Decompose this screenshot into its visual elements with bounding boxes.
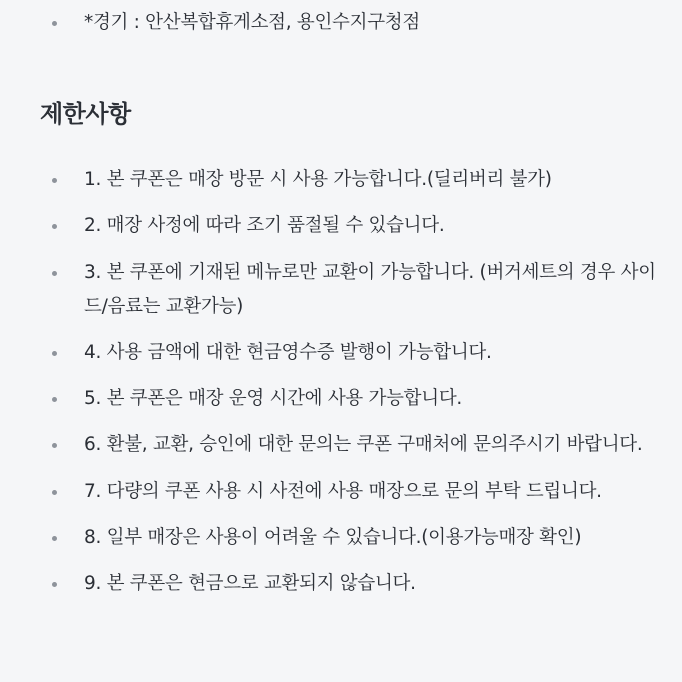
- restriction-item: [0, 163, 682, 197]
- restriction-item: [0, 382, 682, 416]
- bullet-icon: [52, 397, 57, 402]
- restriction-text: 3. 본 쿠폰에 기재된 메뉴로만 교환이 가능합니다. (버거세트의 경우 사이드/음료는 교환가능): [84, 261, 656, 317]
- restriction-item: [0, 567, 682, 601]
- bullet-icon: [52, 351, 57, 356]
- store-list-text: *경기 : 안산복합휴게소점, 용인수지구청점: [84, 12, 420, 33]
- restriction-item: [0, 521, 682, 555]
- restriction-text: 5. 본 쿠폰은 매장 운영 시간에 사용 가능합니다.: [84, 388, 462, 410]
- restriction-text: 6. 환불, 교환, 승인에 대한 문의는 쿠폰 구매처에 문의주시기 바랍니다.: [84, 434, 643, 456]
- restriction-item: [0, 475, 682, 509]
- restriction-text: 4. 사용 금액에 대한 현금영수증 발행이 가능합니다.: [84, 341, 492, 363]
- bullet-icon: [52, 536, 57, 541]
- restriction-text: 7. 다량의 쿠폰 사용 시 사전에 사용 매장으로 문의 부탁 드립니다.: [84, 480, 602, 502]
- restrictions-list: [0, 163, 682, 614]
- restriction-item: [0, 428, 682, 462]
- store-list-item: [0, 6, 682, 40]
- restriction-item: [0, 209, 682, 243]
- bullet-icon: [52, 21, 57, 26]
- restriction-text: 2. 매장 사정에 따라 조기 품절될 수 있습니다.: [84, 215, 445, 237]
- restriction-text: 8. 일부 매장은 사용이 어려울 수 있습니다.(이용가능매장 확인): [84, 527, 582, 549]
- bullet-icon: [52, 443, 57, 448]
- bullet-icon: [52, 178, 57, 183]
- bullet-icon: [52, 224, 57, 229]
- bullet-icon: [52, 271, 57, 276]
- section-heading: 제한사항: [40, 100, 131, 128]
- bullet-icon: [52, 490, 57, 495]
- restriction-item: [0, 256, 682, 324]
- restriction-text: 1. 본 쿠폰은 매장 방문 시 사용 가능합니다.(딜리버리 불가): [84, 169, 552, 190]
- restriction-text: 9. 본 쿠폰은 현금으로 교환되지 않습니다.: [84, 573, 416, 595]
- bullet-icon: [52, 582, 57, 587]
- restriction-item: [0, 336, 682, 370]
